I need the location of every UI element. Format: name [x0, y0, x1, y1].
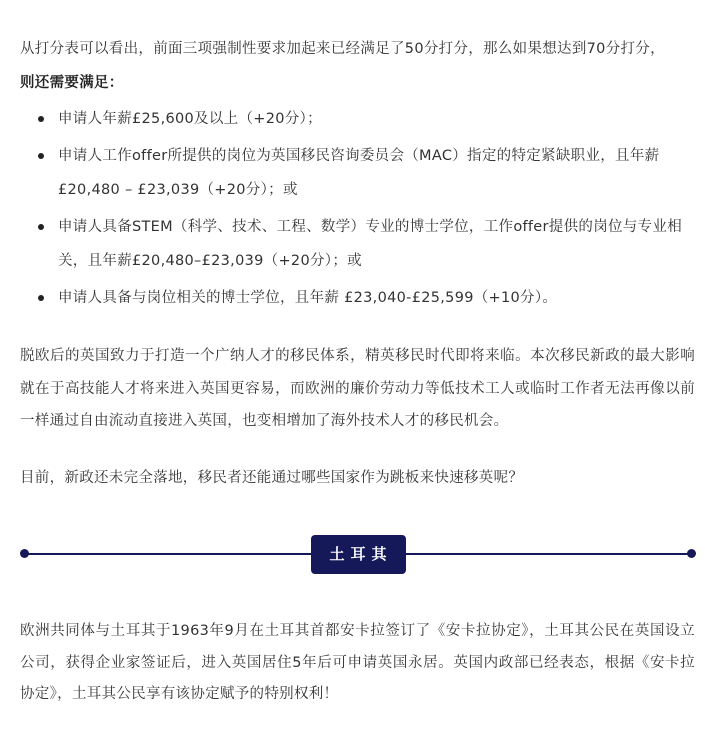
bullet-dot-icon	[38, 153, 44, 159]
list-item-text: 申请人工作offer所提供的岗位为英国移民咨询委员会（MAC）指定的特定紧缺职业，且年薪£20,480 – £23,039（+20分）；或	[58, 148, 660, 198]
list-item-text: 申请人具备STEM（科学、技术、工程、数学）专业的博士学位，工作offer提供的岗位与专业相关，且年薪£20,480–£23,039（+20分）；或	[58, 219, 682, 269]
list-item	[38, 102, 696, 136]
bullet-dot-icon	[38, 116, 44, 122]
list-item-text: 申请人年薪£25,600及以上（+20分）；	[58, 111, 322, 127]
turkey-paragraph: 欧洲共同体与土耳其于1963年9月在土耳其首都安卡拉签订了《安卡拉协定》，土耳其公民在英国设立公司，获得企业家签证后，进入英国居住5年后可申请英国永居。英国内政部已经表态，根据《安卡拉协定》，土耳其公民享有该协定赋予的特别权利！	[20, 623, 695, 702]
list-item-text: 申请人具备与岗位相关的博士学位，且年薪 £23,040-£25,599（+10分）。	[58, 290, 558, 306]
bullet-dot-icon	[38, 295, 44, 301]
section-divider	[20, 535, 696, 575]
list-item	[38, 281, 696, 315]
brexit-paragraph: 脱欧后的英国致力于打造一个广纳人才的移民体系，精英移民时代即将来临。本次移民新政的最大影响就在于高技能人才将来进入英国更容易，而欧洲的廉价劳动力等低技术工人或临时工作者无法再像以前一样通过自由流动直接进入英国，也变相增加了海外技术人才的移民机会。	[20, 348, 695, 429]
divider-right-dot-icon	[687, 549, 696, 558]
list-item	[38, 210, 696, 278]
intro-paragraph: 从打分表可以看出，前面三项强制性要求加起来已经满足了50分打分，那么如果想达到70分打分，	[20, 41, 665, 57]
requirements-list	[38, 102, 696, 318]
section-title: 土耳其	[311, 535, 406, 574]
requirement-heading: 则还需要满足：	[20, 75, 124, 91]
question-paragraph: 目前，新政还未完全落地，移民者还能通过哪些国家作为跳板来快速移英呢？	[20, 470, 524, 486]
divider-left-dot-icon	[20, 549, 29, 558]
list-item	[38, 139, 696, 207]
bullet-dot-icon	[38, 224, 44, 230]
